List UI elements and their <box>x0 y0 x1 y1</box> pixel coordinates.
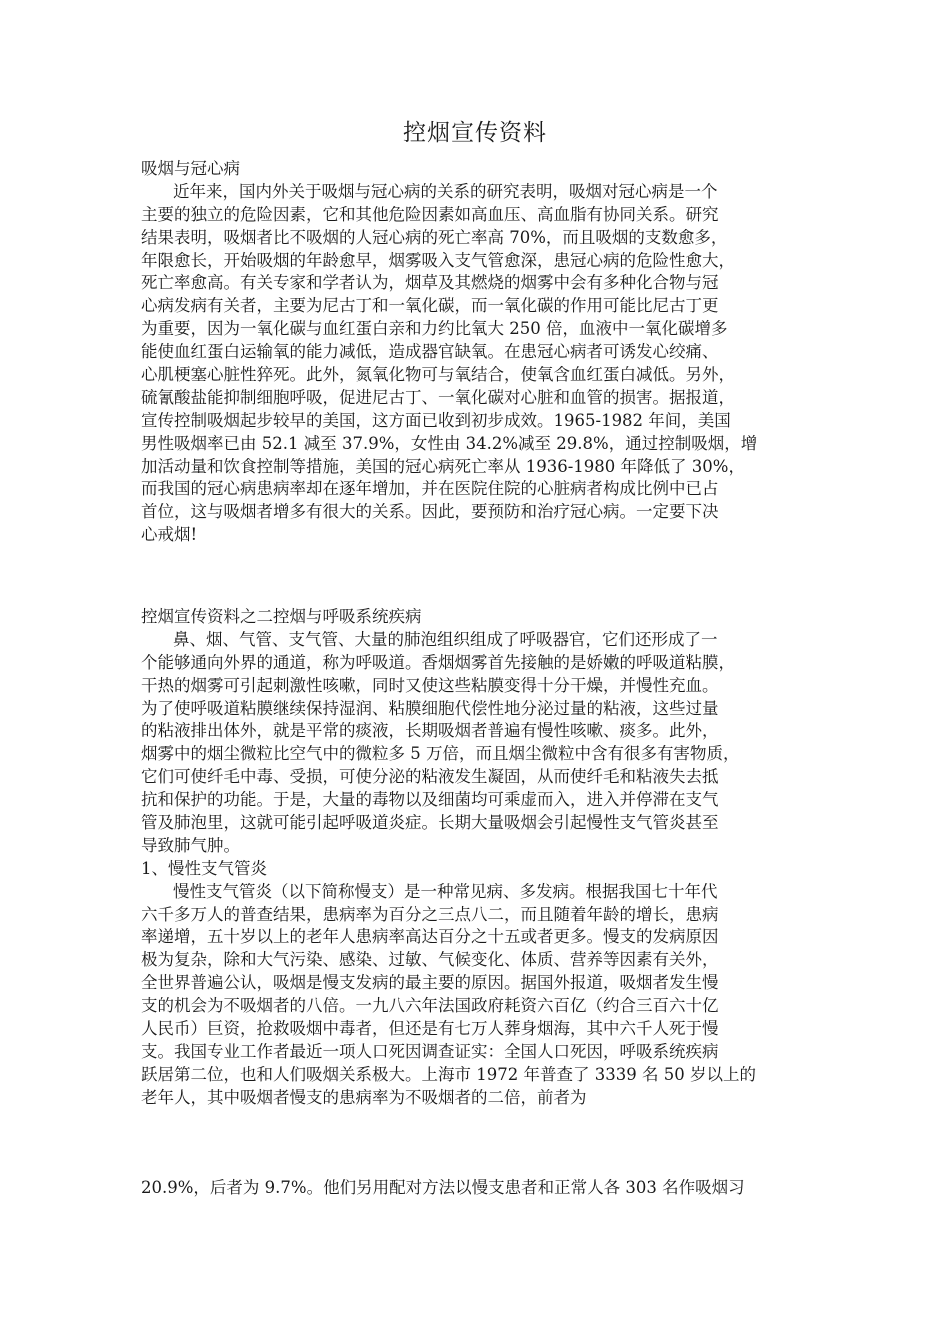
paragraph-line: 干热的烟雾可引起刺激性咳嗽，同时又使这些粘膜变得十分干燥，并慢性充血。 <box>141 675 719 695</box>
paragraph-line: 心肌梗塞心脏性猝死。此外，氮氧化物可与氧结合，使氧含血红蛋白减低。另外， <box>141 365 735 385</box>
paragraph-line: 首位，这与吸烟者增多有很大的关系。因此，要预防和治疗冠心病。一定要下决 <box>141 502 719 522</box>
paragraph-line: 为了使呼吸道粘膜继续保持湿润、粘膜细胞代偿性地分泌过量的粘液，这些过量 <box>141 698 719 718</box>
paragraph-line: 能使血红蛋白运输氧的能力减低，造成器官缺氧。在患冠心病者可诱发心绞痛、 <box>141 342 719 362</box>
paragraph-line: 宣传控制吸烟起步较早的美国，这方面已收到初步成效。1965-1982 年间，美国 <box>141 410 731 430</box>
paragraph-line: 而我国的冠心病患病率却在逐年增加，并在医院住院的心脏病者构成比例中已占 <box>141 479 719 499</box>
paragraph-line: 个能够通向外界的通道，称为呼吸道。香烟烟雾首先接触的是娇嫩的呼吸道粘膜， <box>141 652 735 672</box>
paragraph-line: 为重要，因为一氧化碳与血红蛋白亲和力约比氧大 250 倍，血液中一氧化碳增多 <box>141 319 728 339</box>
section-respiratory-disease <box>141 606 821 1110</box>
paragraph-line: 导致肺气肿。 <box>141 835 240 855</box>
paragraph-line: 硫氰酸盐能抑制细胞呼吸，促进尼古丁、一氧化碳对心脏和血管的损害。据报道， <box>141 387 735 407</box>
paragraph-line: 20.9%，后者为 9.7%。他们另用配对方法以慢支患者和正常人各 303 名作吸烟习 <box>141 1178 745 1197</box>
paragraph-line: 管及肺泡里，这就可能引起呼吸道炎症。长期大量吸烟会引起慢性支气管炎甚至 <box>141 813 719 833</box>
continuation-block <box>141 1177 821 1200</box>
paragraph-line: 心病发病有关者，主要为尼古丁和一氧化碳，而一氧化碳的作用可能比尼古丁更 <box>141 296 719 316</box>
paragraph-line: 支。我国专业工作者最近一项人口死因调查证实：全国人口死因，呼吸系统疾病 <box>141 1041 719 1061</box>
paragraph-line: 抗和保护的功能。于是，大量的毒物以及细菌均可乘虚而入，进入并停滞在支气 <box>141 790 719 810</box>
paragraph-line: 主要的独立的危险因素，它和其他危险因素如高血压、高血脂有协同关系。研究 <box>141 204 719 224</box>
paragraph-line: 男性吸烟率已由 52.1 减至 37.9%，女性由 34.2%减至 29.8%，通过控制吸烟，增 <box>141 433 758 453</box>
paragraph-line: 极为复杂，除和大气污染、感染、过敏、气候变化、体质、营养等因素有关外， <box>141 950 719 970</box>
paragraph-line: 慢性支气管炎（以下简称慢支）是一种常见病、多发病。根据我国七十年代 <box>173 881 718 901</box>
paragraph-line: 心戒烟! <box>141 525 198 545</box>
paragraph-line: 人民币）巨资，抢救吸烟中毒者，但还是有七万人葬身烟海，其中六千人死于慢 <box>141 1019 719 1039</box>
subsection-heading: 1、慢性支气管炎 <box>141 858 267 878</box>
paragraph-line: 结果表明，吸烟者比不吸烟的人冠心病的死亡率高 70%，而且吸烟的支数愈多， <box>141 227 728 247</box>
paragraph-line: 六千多万人的普查结果，患病率为百分之三点八二，而且随着年龄的增长，患病 <box>141 904 719 924</box>
paragraph-line: 鼻、烟、气管、支气管、大量的肺泡组织组成了呼吸器官，它们还形成了一 <box>173 629 718 649</box>
paragraph-line: 跃居第二位，也和人们吸烟关系极大。上海市 1972 年普查了 3339 名 50 岁以上的 <box>141 1064 756 1084</box>
paragraph-line: 死亡率愈高。有关专家和学者认为，烟草及其燃烧的烟雾中会有多种化合物与冠 <box>141 273 719 293</box>
paragraph-line: 老年人，其中吸烟者慢支的患病率为不吸烟者的二倍，前者为 <box>141 1087 587 1107</box>
paragraph-line: 近年来，国内外关于吸烟与冠心病的关系的研究表明，吸烟对冠心病是一个 <box>173 181 718 201</box>
section-heading: 吸烟与冠心病 <box>141 159 240 178</box>
paragraph-line: 年限愈长，开始吸烟的年龄愈早，烟雾吸入支气管愈深，患冠心病的危险性愈大， <box>141 250 735 270</box>
paragraph-line: 全世界普遍公认，吸烟是慢支发病的最主要的原因。据国外报道，吸烟者发生慢 <box>141 973 719 993</box>
paragraph-line: 的粘液排出体外，就是平常的痰液，长期吸烟者普遍有慢性咳嗽、痰多。此外， <box>141 721 719 741</box>
paragraph-line: 加活动量和饮食控制等措施，美国的冠心病死亡率从 1936-1980 年降低了 30%， <box>141 456 745 476</box>
paragraph-line: 烟雾中的烟尘微粒比空气中的微粒多 5 万倍，而且烟尘微粒中含有很多有害物质， <box>141 744 740 764</box>
section-heading: 控烟宣传资料之二控烟与呼吸系统疾病 <box>141 607 422 626</box>
section-heart-disease <box>141 158 821 547</box>
paragraph-line: 它们可使纤毛中毒、受损，可使分泌的粘液发生凝固，从而使纤毛和粘液失去抵 <box>141 767 719 787</box>
paragraph-line: 支的机会为不吸烟者的八倍。一九八六年法国政府耗资六百亿（约合三百六十亿 <box>141 996 719 1016</box>
paragraph-line: 率递增，五十岁以上的老年人患病率高达百分之十五或者更多。慢支的发病原因 <box>141 927 719 947</box>
document-title: 控烟宣传资料 <box>403 120 547 146</box>
